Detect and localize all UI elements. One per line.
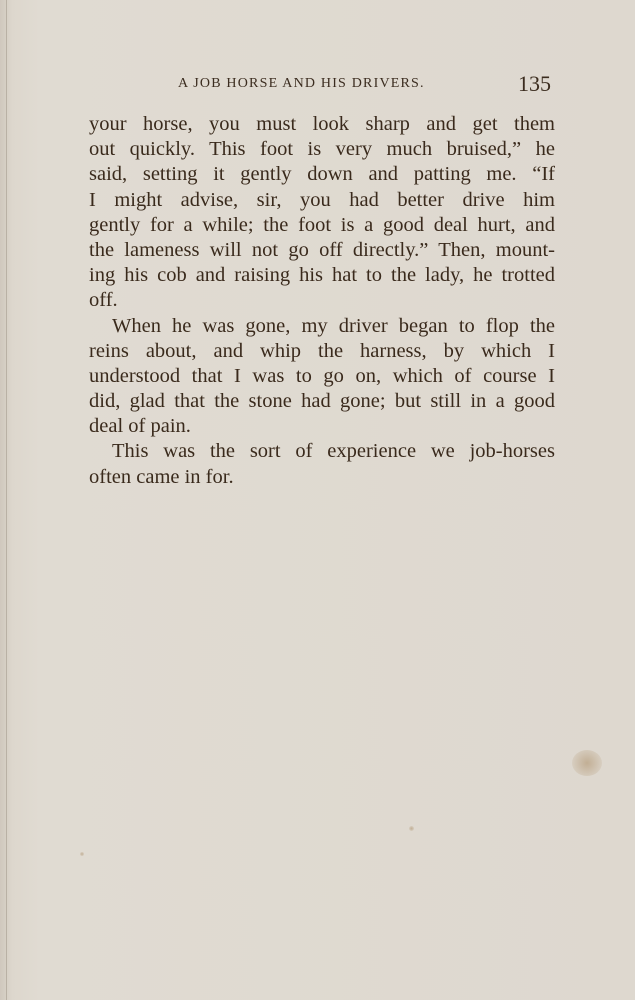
- text-line: ing his cob and raising his hat to the lady, he trotted: [89, 264, 555, 287]
- text-line: said, setting it gently down and patting me. “If: [89, 163, 555, 186]
- page-number: 135: [518, 71, 551, 96]
- chapter-title: A JOB HORSE AND HIS DRIVERS.: [178, 76, 425, 91]
- text-line: often came in for.: [89, 465, 234, 488]
- foxing-spot: [409, 826, 414, 831]
- page-edge: [6, 0, 7, 1000]
- text-line: When he was gone, my driver began to flop the: [112, 314, 555, 337]
- paragraph: [89, 314, 555, 440]
- text-line: reins about, and whip the harness, by which I: [89, 339, 555, 362]
- text-line: deal of pain.: [89, 415, 191, 438]
- text-line: the lameness will not go off directly.” Then, mount-: [89, 238, 555, 261]
- text-line: understood that I was to go on, which of course I: [89, 364, 555, 387]
- text-line: gently for a while; the foot is a good deal hurt, and: [89, 213, 555, 236]
- paragraph: [89, 439, 555, 489]
- text-line: did, glad that the stone had gone; but still in a good: [89, 390, 555, 413]
- foxing-spot: [572, 750, 602, 776]
- foxing-spot: [80, 852, 84, 856]
- text-line: your horse, you must look sharp and get them: [89, 113, 555, 135]
- text-line: off.: [89, 289, 118, 312]
- body-text: [89, 112, 555, 490]
- paragraph: [89, 112, 555, 314]
- text-line: I might advise, sir, you had better drive him: [89, 188, 555, 211]
- text-line: This was the sort of experience we job-horses: [112, 440, 555, 463]
- text-line: out quickly. This foot is very much bruised,” he: [89, 138, 555, 161]
- running-head: [0, 71, 635, 98]
